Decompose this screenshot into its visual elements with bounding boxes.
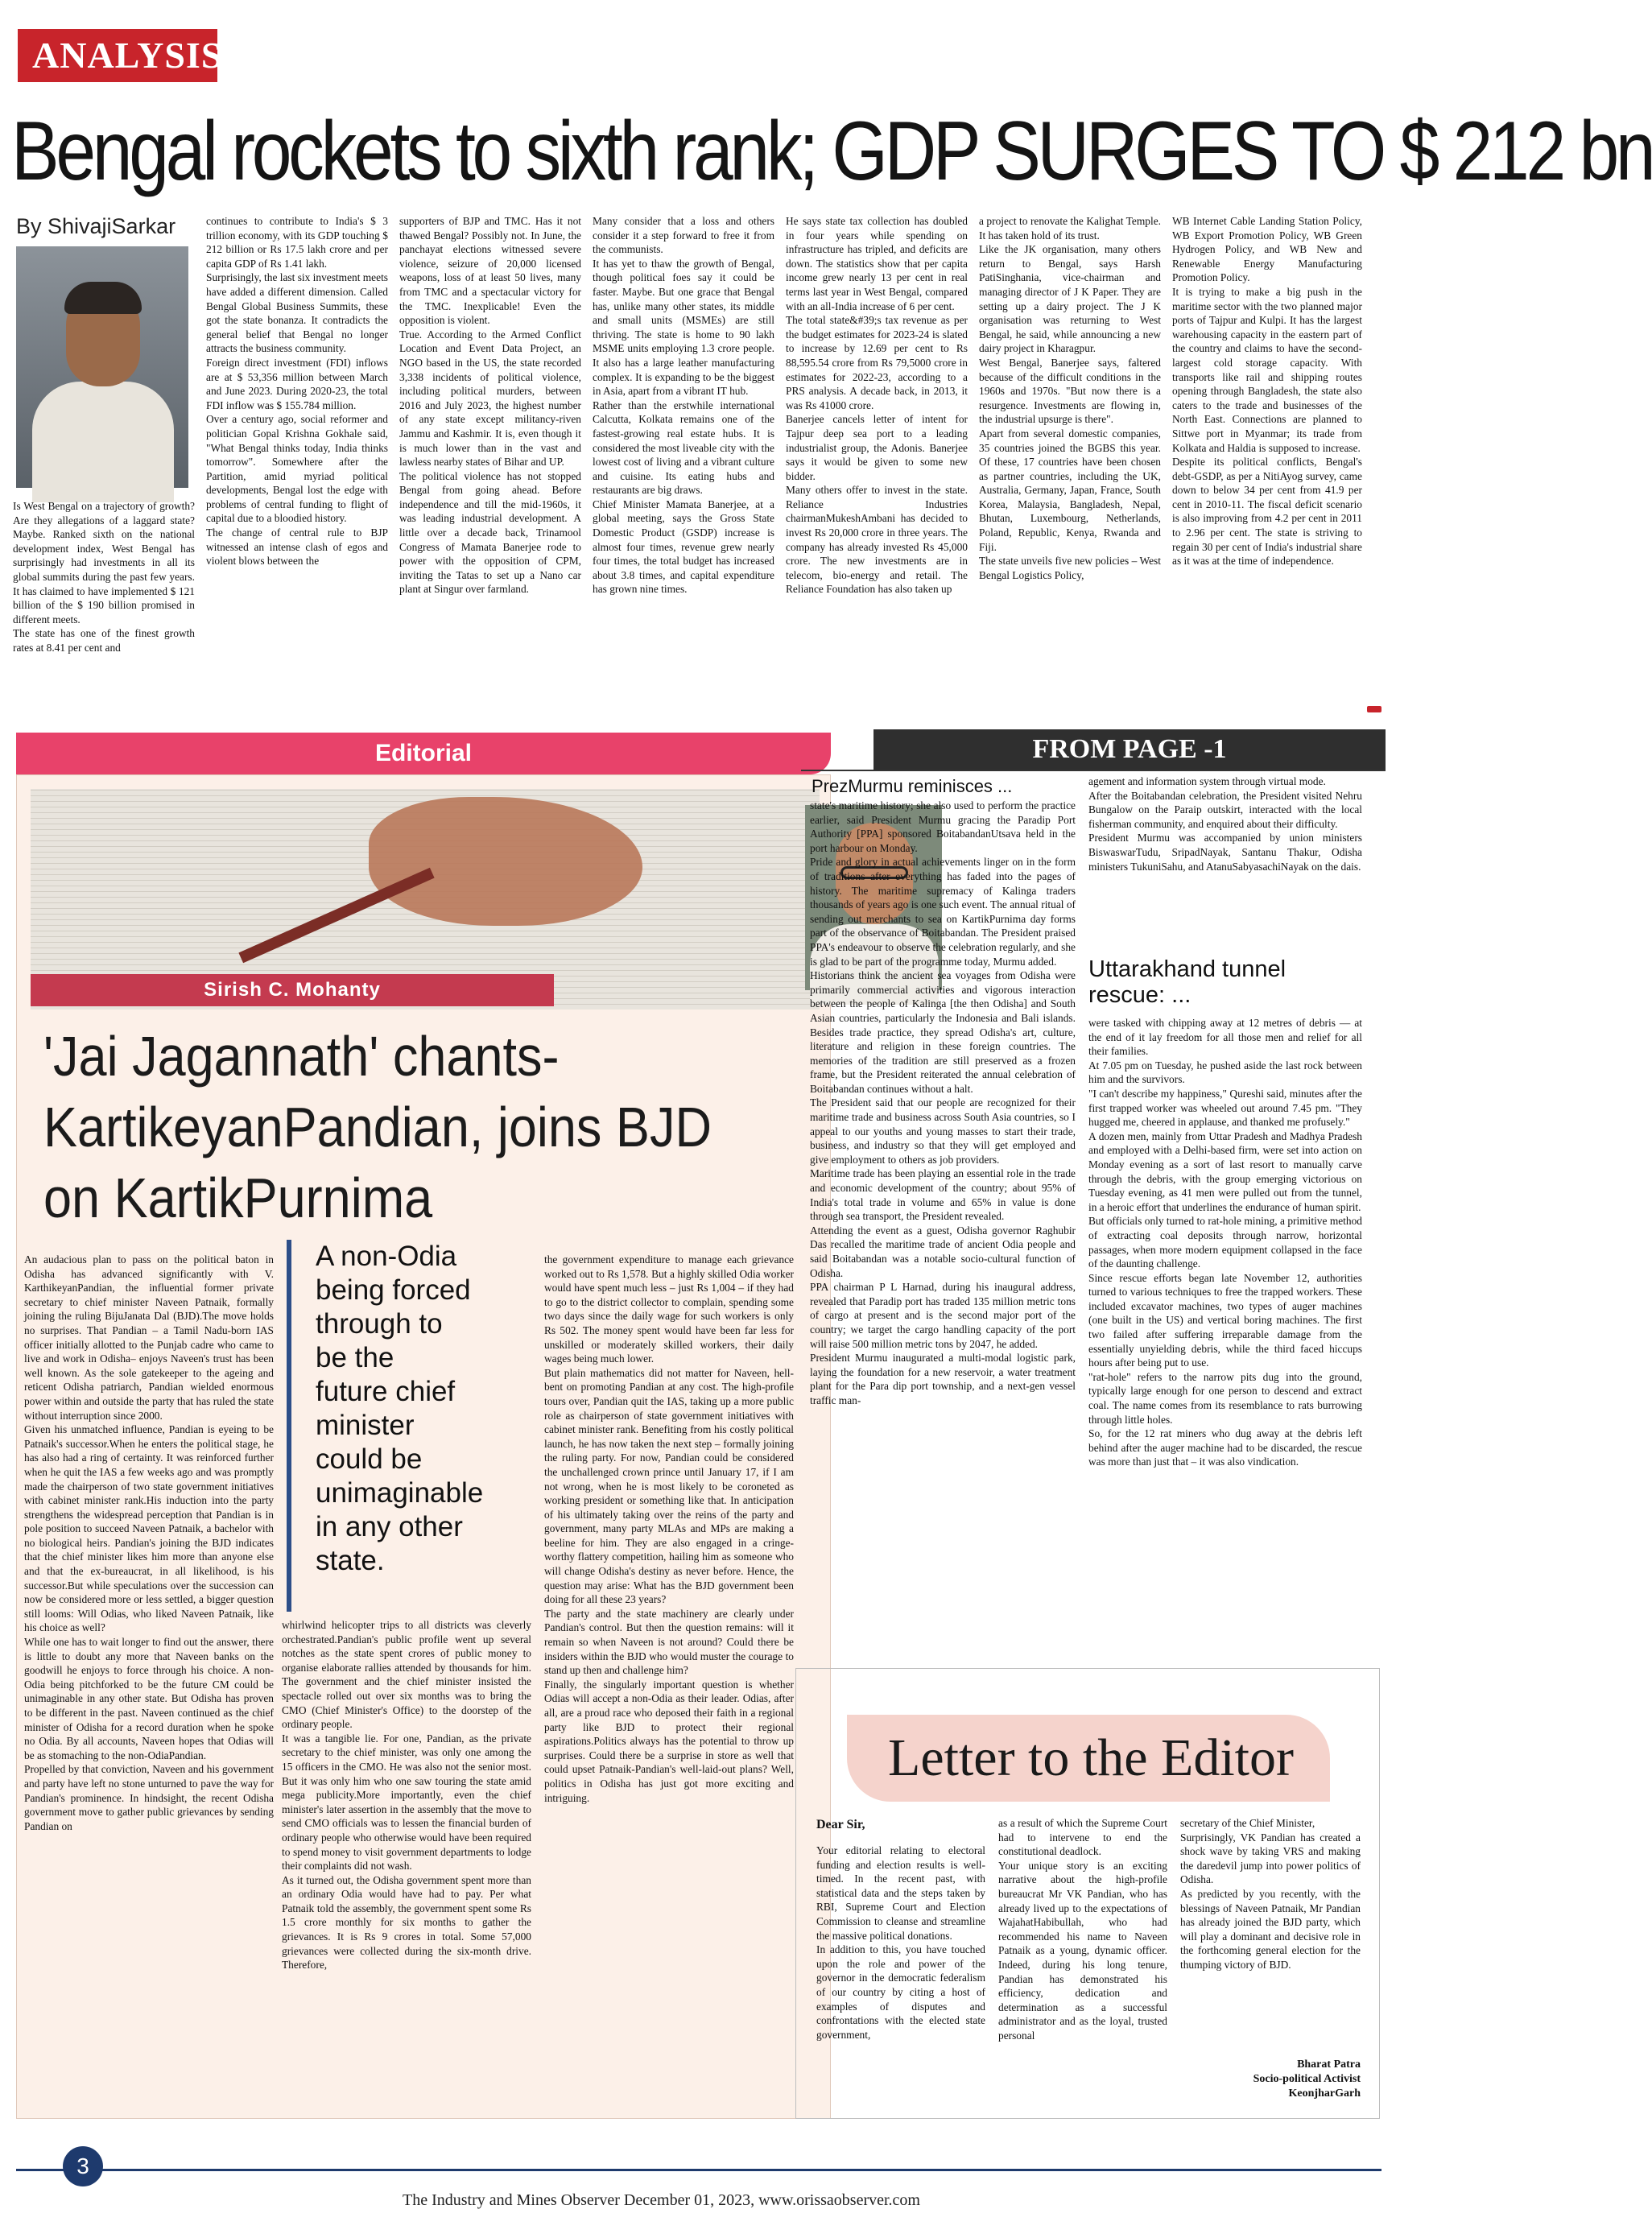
letter-column-2: as a result of which the Supreme Court had to intervene to end the constitutional deadlock. Your unique story is an exciting narrative about the high-profile bureaucrat Mr VK Pandian, who has already lived up to the expectations of WajahatHabibullah, who had recommended his name to Naveen Patnaik as a young, dynamic officer. Indeed, during his long tenure, Pandian has demonstrated his efficiency, dedication and determination as a successful administrator and as the loyal, trusted personal (998, 1817, 1167, 2042)
editorial-column-1: An audacious plan to pass on the political baton in Odisha has advanced significantly with V. KarthikeyanPandian, the influential former private secretary to chief minister Naveen Patnaik, formally joining the ruling BijuJanata Dal (BJD).The move holds no surprises. That Pandian – a Tamil Nadu-born IAS officer initially allotted to the Punjab cadre who came to live and work in Odisha– enjoys Naveen's trust has been well known. As the sole gatekeeper to the ageing and reticent Odisha patriarch, Pandian wielded enormous power within and outside the party that has ruled the state without interruption since 2000. Given his unmatched influence, Pandian is eyeing to be Patnaik's successor.When he enters the political stage, he has also had a ring of certainty. It was reinforced further when he quit the IAS a few weeks ago and was promptly made the chairperson of two state government initiatives with cabinet minister rank.His induction into the party strengthens the widespread perception that Pandian is in pole position to succeed Naveen Patnaik, a bachelor with no biological heirs. Pandian's joining the BJD indicates that the chief minister likes him more than anyone else and that the ex-bureaucrat, in all likelihood, is his successor.But while speculations over the succession can now be considered more or less settled, a bigger question still looms: Will Odias, who liked Naveen Patnaik, like his choice as well? While one has to wait longer to find out the answer, there is little to doubt any more that Naveen banks on the goodwill he enjoys to force through his choice. A non-Odia being pitchforked to be the future CM could be unimaginable in any other state. But Odisha has proven to be different in the past. Naveen continued as the chief minister of Odisha for a record duration when he spoke no Odia. By all accounts, Naveen hopes that Odias will be as stomaching to the non-OdiaPandian. Propelled by that conviction, Naveen and his government and party have left no stone unturned to pave the way for Pandian's prominence. In hindsight, the recent Odisha government move to gather public grievances by sending Pandian on (24, 1253, 274, 1832)
editorial-author: Sirish C. Mohanty (31, 974, 554, 1006)
editorial-banner: Editorial (16, 733, 831, 774)
analysis-column-2: continues to contribute to India's $ 3 trillion economy, with its GDP touching $ 212 billion or Rs 17.5 lakh crore and per capita GDP of Rs 1.41 lakh. Surprisingly, the last six investment meets have added a different dimension. Called Bengal Global Business Summits, these got the state bonanza. It contradicts the general belief that Bengal no longer attracts the business community. Foreign direct investment (FDI) inflows are at $ 53,356 million between March and June 2023. During 2020-23, the total FDI inflow was $ 155.784 million. Over a century ago, social reformer and politician Gopal Krishna Gokhale said, "What Bengal thinks today, India thinks tomorrow". Somewhere after the Partition, amid myriad political developments, Bengal lost the edge with problems of central funding to flight of capital due to a bloodied history. The change of central rule to BJP witnessed an intense clash of egos and violent blows between the (206, 215, 389, 568)
page-headline: Bengal rockets to sixth rank; GDP SURGES TO $ 212 bn (11, 105, 1652, 198)
analysis-column-4: Many consider that a loss and others consider it a step forward to free it from the communists. It has yet to thaw the growth of Bengal, though political foes say it could be faster. Maybe. But one grace that Bengal has, unlike many other states, its middle and small units (MSMEs) are still thriving. The state is home to 90 lakh MSME units employing 1.3 crore people. It also has a large leather manufacturing complex. It is expanding to be the biggest in Asia, apart from a vibrant IT hub. Rather than the erstwhile international Calcutta, Kolkata remains one of the fastest-growing real estate hubs. It is considered the most liveable city with the lowest cost of living and a vibrant culture and cuisine. Its eating hubs and restaurants are big draws. Chief Minister Mamata Banerjee, at a global meeting, says the Gross State Domestic Product (GSDP) increase is almost four times, revenue grew nearly four times, the total budget has increased about 3.8 times, and capital expenditure has grown nine times. (593, 215, 774, 596)
analysis-column-7: WB Internet Cable Landing Station Policy, WB Export Promotion Policy, WB Green Hydrogen Policy, and WB New and Renewable Energy Manufacturing Promotion Policy. It is trying to make a big push in the maritime sector with the two planned major ports of Tajpur and Kulpi. It has the largest warehousing capacity in the eastern part of the country and claims to have the second-largest cold storage capacity. With transports like rail and shipping routes opening through Bangladesh, the state also caters to the trade and businesses of the North East. Connections are planned to Sittwe port in Myanmar; its trade from Kolkata and Haldia is supposed to increase. Despite its political conflicts, Bengal's debt-GSDP, as per a NitiAyog survey, came down to below 34 per cent from 41.9 per cent in 2010-11. The fiscal deficit scenario is also improving from 4.2 per cent in 2011 to 2.96 per cent. The state is striving to regain 30 per cent of India's industrial share as it was at the time of independence. (1172, 215, 1362, 568)
section-tag: ANALYSIS (18, 29, 217, 82)
analysis-column-3: supporters of BJP and TMC. Has it not thawed Bengal? Possibly not. In June, the panchayat elections witnessed severe violence, seizure of 20,000 licensed weapons, loss of at least 50 lives, many from TMC and a spectacular victory for the TMC. Inexplicable! Even the opposition is violent. True. According to the Armed Conflict Location and Event Data Project, an NGO based in the US, the state recorded 3,338 incidents of political violence, including political murders, between 2016 and July 2023, the highest number of any state except militancy-riven Jammu and Kashmir. It is, even though it is much lower than in the vast and lawless nearby states of Bihar and UP. The political violence has not stopped Bengal from going ahead. Before independence and till the mid-1960s, it was leading industrial development. A little over a decade back, Trinamool Congress of Mamata Banerjee rode to power with the opposition of CPM, inviting the Tatas to set up a Nano car plant at Singur over farmland. (399, 215, 581, 596)
story-murmu-column-2: agement and information system through virtual mode. After the Boitabandan celebration, the President visited Nehru Bungalow on the Paraip outskirt, interacted with the local fisherman community, and enquired about their difficulty. President Murmu was accompanied by union ministers BiswaswarTudu, SripadNayak, Santanu Thakur, Odisha ministers TukuniSahu, and AtanuSabyasachiNayak on the dais. (1088, 775, 1362, 873)
author-photo (16, 246, 188, 488)
end-mark (1362, 702, 1381, 716)
analysis-column-1: Is West Bengal on a trajectory of growth? Are they allegations of a laggard state? Maybe. Ranked sixth on the national development index, West Bengal has surprisingly had investments in all its global summits during the past few years. It has claimed to have implemented $ 121 billion of the $ 190 billion promised in different meets. The state has one of the finest growth rates at 8.41 per cent and (13, 500, 195, 654)
pull-quote: A non-Odia being forced through to be the future chief minister could be unimaginable in any other state. (287, 1240, 473, 1612)
letter-title: Letter to the Editor (888, 1728, 1294, 1787)
footer-rule (16, 2169, 1381, 2171)
footer-text: The Industry and Mines Observer December 01, 2023, www.orissaobserver.com (403, 2191, 920, 2209)
letter-column-3: secretary of the Chief Minister, Surprisingly, VK Pandian has created a shock wave by taking VRS and making the daredevil jump into power politics of Odisha. As predicted by you recently, with the blessings of Naveen Patnaik, Mr Pandian has already joined the BJD party, which will play a dominant and decisive role in the forthcoming general election for the thumping victory of BJD. (1180, 1817, 1361, 1971)
letter-salutation: Dear Sir, (816, 1818, 865, 1831)
story-uttarakhand-body: were tasked with chipping away at 12 metres of debris — at the end of it lay freedom for all those men and relief for all their families. At 7.05 pm on Tuesday, he pushed aside the last rock between him and the survivors. "I can't describe my happiness," Qureshi said, minutes after the first trapped worker was wheeled out around 7.45 pm. "They hugged me, cheered in applause, and thanked me profusely." A dozen men, mainly from Uttar Pradesh and Madhya Pradesh and employed with a Delhi-based firm, were set into action on Monday evening as a sort of last resort to manually carve through the debris, with the group emerging victorious on Tuesday evening, as 41 men were pulled out from the tunnel, in a heroic effort that underlines the endurance of human spirit. But officials only turned to rat-hole mining, a primitive method of extracting coal deposits through narrow, horizontal passages, when more modern equipment collapsed in the face of the daunting challenge. Since rescue efforts began late November 12, authorities turned to various techniques to free the trapped workers. These included excavator machines, two types of auger machines (one built in the US) and vertical boring machines. The first two failed after suffering irreparable damage from the essentially unyielding debris, while the third faced hiccups hours after being put to use. "rat-hole" refers to the narrow pits dug into the ground, typically large enough for one person to descend and extract coal. The name comes from its resemblance to rats burrowing through little holes. So, for the 12 rat miners who dug away at the debris left behind after the auger machine had to be discarded, the rescue was more than just that – it was also vindication. (1088, 1017, 1362, 1468)
letter-column-1: Your editorial relating to electoral funding and election results is well-timed. In the recent past, with statistical data and the steps taken by RBI, Supreme Court and Election Commission to cleanse and streamline the massive political donations. In addition to this, you have touched upon the role and power of the governor in the democratic federalism of our country by citing a host of examples of disputes and confrontations with the elected state government, (816, 1844, 985, 2041)
analysis-column-5: He says state tax collection has doubled in four years while spending on infrastructure has tripled, and deficits are down. The statistics show that per capita income grew nearly 13 per cent in real terms last year in West Bengal, compared with an all-India increase of 6 per cent. The total state&#39;s tax revenue as per the budget estimates for 2023-24 is slated to increase by 12.69 per cent to Rs 88,595.54 crore from Rs 79,5000 crore in estimates for 2022-23, according to a PRS analysis. A decade back, in 2013, it was Rs 41000 crore. Banerjee cancels letter of intent for Tajpur deep sea port to a leading industrialist group, the Adonis. Banerjee says it would be given to some new bidder. Many others offer to invest in the state. Reliance Industries chairmanMukeshAmbani has decided to invest Rs 20,000 crore in three years. The company has already invested Rs 45,000 crore. The new investments are in telecom, bio-energy and retail. The Reliance Foundation has also taken up (786, 215, 968, 596)
story-heading-uttarakhand: Uttarakhand tunnel rescue: ... (1088, 956, 1286, 1008)
byline: By ShivajiSarkar (16, 214, 176, 238)
letter-signature: Bharat Patra Socio-political Activist KeonjharGarh (1253, 2058, 1361, 2100)
analysis-column-6: a project to renovate the Kalighat Temple. It has taken hold of its trust. Like the JK organisation, many others return to Bengal, says Harsh PatiSinghania, vice-chairman and managing director of J K Paper. They are setting up a dairy project. The J K organisation was returning to West Bengal, he said, while announcing a new dairy project in Kharagpur. West Bengal, Banerjee says, faltered because of the difficult conditions in the 1960s and 1970s. "But now there is a resurgence. Investments are flowing in, the industrial upsurge is there". Apart from several domestic companies, 35 countries joined the BGBS this year. Of these, 17 countries have been chosen as partner countries, including the UK, Australia, Germany, Japan, France, South Korea, Malaysia, Bangladesh, Nepal, Bhutan, Luxembourg, Netherlands, Poland, Republic, Kenya, Rwanda and Fiji. The state unveils five new policies – West Bengal Logistics Policy, (979, 215, 1161, 581)
story-heading-murmu: PrezMurmu reminisces ... (812, 776, 1013, 796)
story-murmu-column-1: state's maritime history; she also used to perform the practice earlier, said President Murmu gracing the Paradip Port Authority [PPA] sponsored BoitabandanUtsava held in the port harbour on Monday. Pride and glory in actual achievements linger on in the form of traditions after everything has faded into the pages of history. The maritime supremacy of Kalinga traders thousands of years ago is one such event. The annual ritual of sending out merchants to sea on KartikPurnima day forms part of the observance of Boitabandan. The President praised PPA's endeavour to observe the celebration regularly, and she is glad to be part of the programme today, Murmu added. Historians think the ancient sea voyages from Odisha were primarily commercial activities and vigorous interaction between the people of Kalinga [the then Odisha] and South Asian countries, particularly the Indonesia and Bali islands. Besides trade practice, they spread Odisha's art, culture, literature and religion in these foreign countries. The memories of the tradition are still preserved as a frozen frame, but the President reiterated the annual celebration of Boitabandan continues without a halt. The President said that our people are recognized for their maritime trade and business across South Asia countries, so I appeal to our youths and young masses to start their trade, business, and industry so that they will get employed and give employment to others as job providers. Maritime trade has been playing an essential role in the trade and economic development of the country; about 95% of India's total trade in volume and 65% in value is done through sea transport, the President revealed. Attending the event as a guest, Odisha governor Raghubir Das recalled the maritime trade of ancient Odia people and said Boitabandan was a notable socio-cultural function of Odisha. PPA chairman P L Harnad, during his inaugural address, revealed that Paradip port has traded 135 million metric tons of cargo at present and is the second major port of the country; we target the cargo handling capacity of the port will raise 500 million metric tons by 2047, he added. President Murmu inaugurated a multi-modal logistic park, laying the foundation for a new reservoir, a water treatment plant for the Para dip port township, and a next-gen vessel traffic man- (810, 799, 1076, 1406)
editorial-column-2: whirlwind helicopter trips to all districts was cleverly orchestrated.Pandian's public profile went up several notches as the state spent crores of public money to organise elaborate rallies attended by thousands for him. The government and the chief minister insisted the spectacle rolled out over six months was to bring the CMO (Chief Minister's Office) to the doorstep of the ordinary people. It was a tangible lie. For one, Pandian, as the private secretary to the chief minister, was only one among the 15 officers in the CMO. He was also not the senior most. But it was only him who one saw touring the state amid mega publicity.More importantly, even the chief minister's later assertion in the assembly that the move to send CMO officials was to lessen the financial burden of ordinary people who otherwise would have been required to spend money to visit government departments to lodge their complaints did not wash. As it turned out, the Odisha government spent more than an ordinary Odia would have had to pay. Per what Patnaik told the assembly, the government spent some Rs 1.5 crore monthly for six months to gather the grievances. It is Rs 9 crores in total. Some 57,000 grievances were collected during the six-month drive. Therefore, (282, 1619, 531, 1972)
from-page-banner: FROM PAGE -1 (873, 729, 1386, 770)
divider (801, 770, 1386, 771)
editorial-column-3: the government expenditure to manage each grievance worked out to Rs 1,578. But a highly skilled Odia worker would have spent much less – just Rs 1,004 – if they had to go to the district collector to complain, spending some two days since the daily wage for such workers is only Rs 502. The money spent would have been far less for unskilled or moderately skilled workers, their daily wages being much lower. But plain mathematics did not matter for Naveen, hell-bent on promoting Pandian at any cost. The high-profile tours over, Pandian quit the IAS, taking up a more public role as chairperson of state government initiatives with cabinet minister rank. Benefiting from his costly political launch, he has now taken the next step – formally joining the ruling party. For now, Pandian could be considered the unchallenged crown prince until January 17, if I am not wrong, when he is most likely to be coroneted as working president or something like that. In anticipation of his ultimately taking over the reins of the party and government, many party MLAs and MPs are making a beeline for him. They are also engaged in a cringe-worthy flattery competition, hailing him as someone who will change Odisha's destiny as never before. Hence, the question may arise: What has the BJD government been doing for all these 23 years? The party and the state machinery are clearly under Pandian's control. But then the question remains: will it remain so when Naveen is not around? Could there be insiders within the BJD who would muster the courage to stand up then and challenge him? Finally, the singularly important question is whether Odias will accept a non-Odia as their leader. Odias, after all, are a proud race who deposed their faith in a regional party like BJD to protect their regional aspirations.Politics always has the potential to throw up surprises. Could there be a surprise in store as well that could upset Patnaik-Pandian's well-laid-out plans? Well, politics in Odisha has just got more exciting and intriguing. (544, 1253, 794, 1804)
editorial-headline: 'Jai Jagannath' chants- KartikeyanPandian, joins BJD on KartikPurnima (43, 1025, 712, 1229)
page-number: 3 (63, 2146, 103, 2186)
